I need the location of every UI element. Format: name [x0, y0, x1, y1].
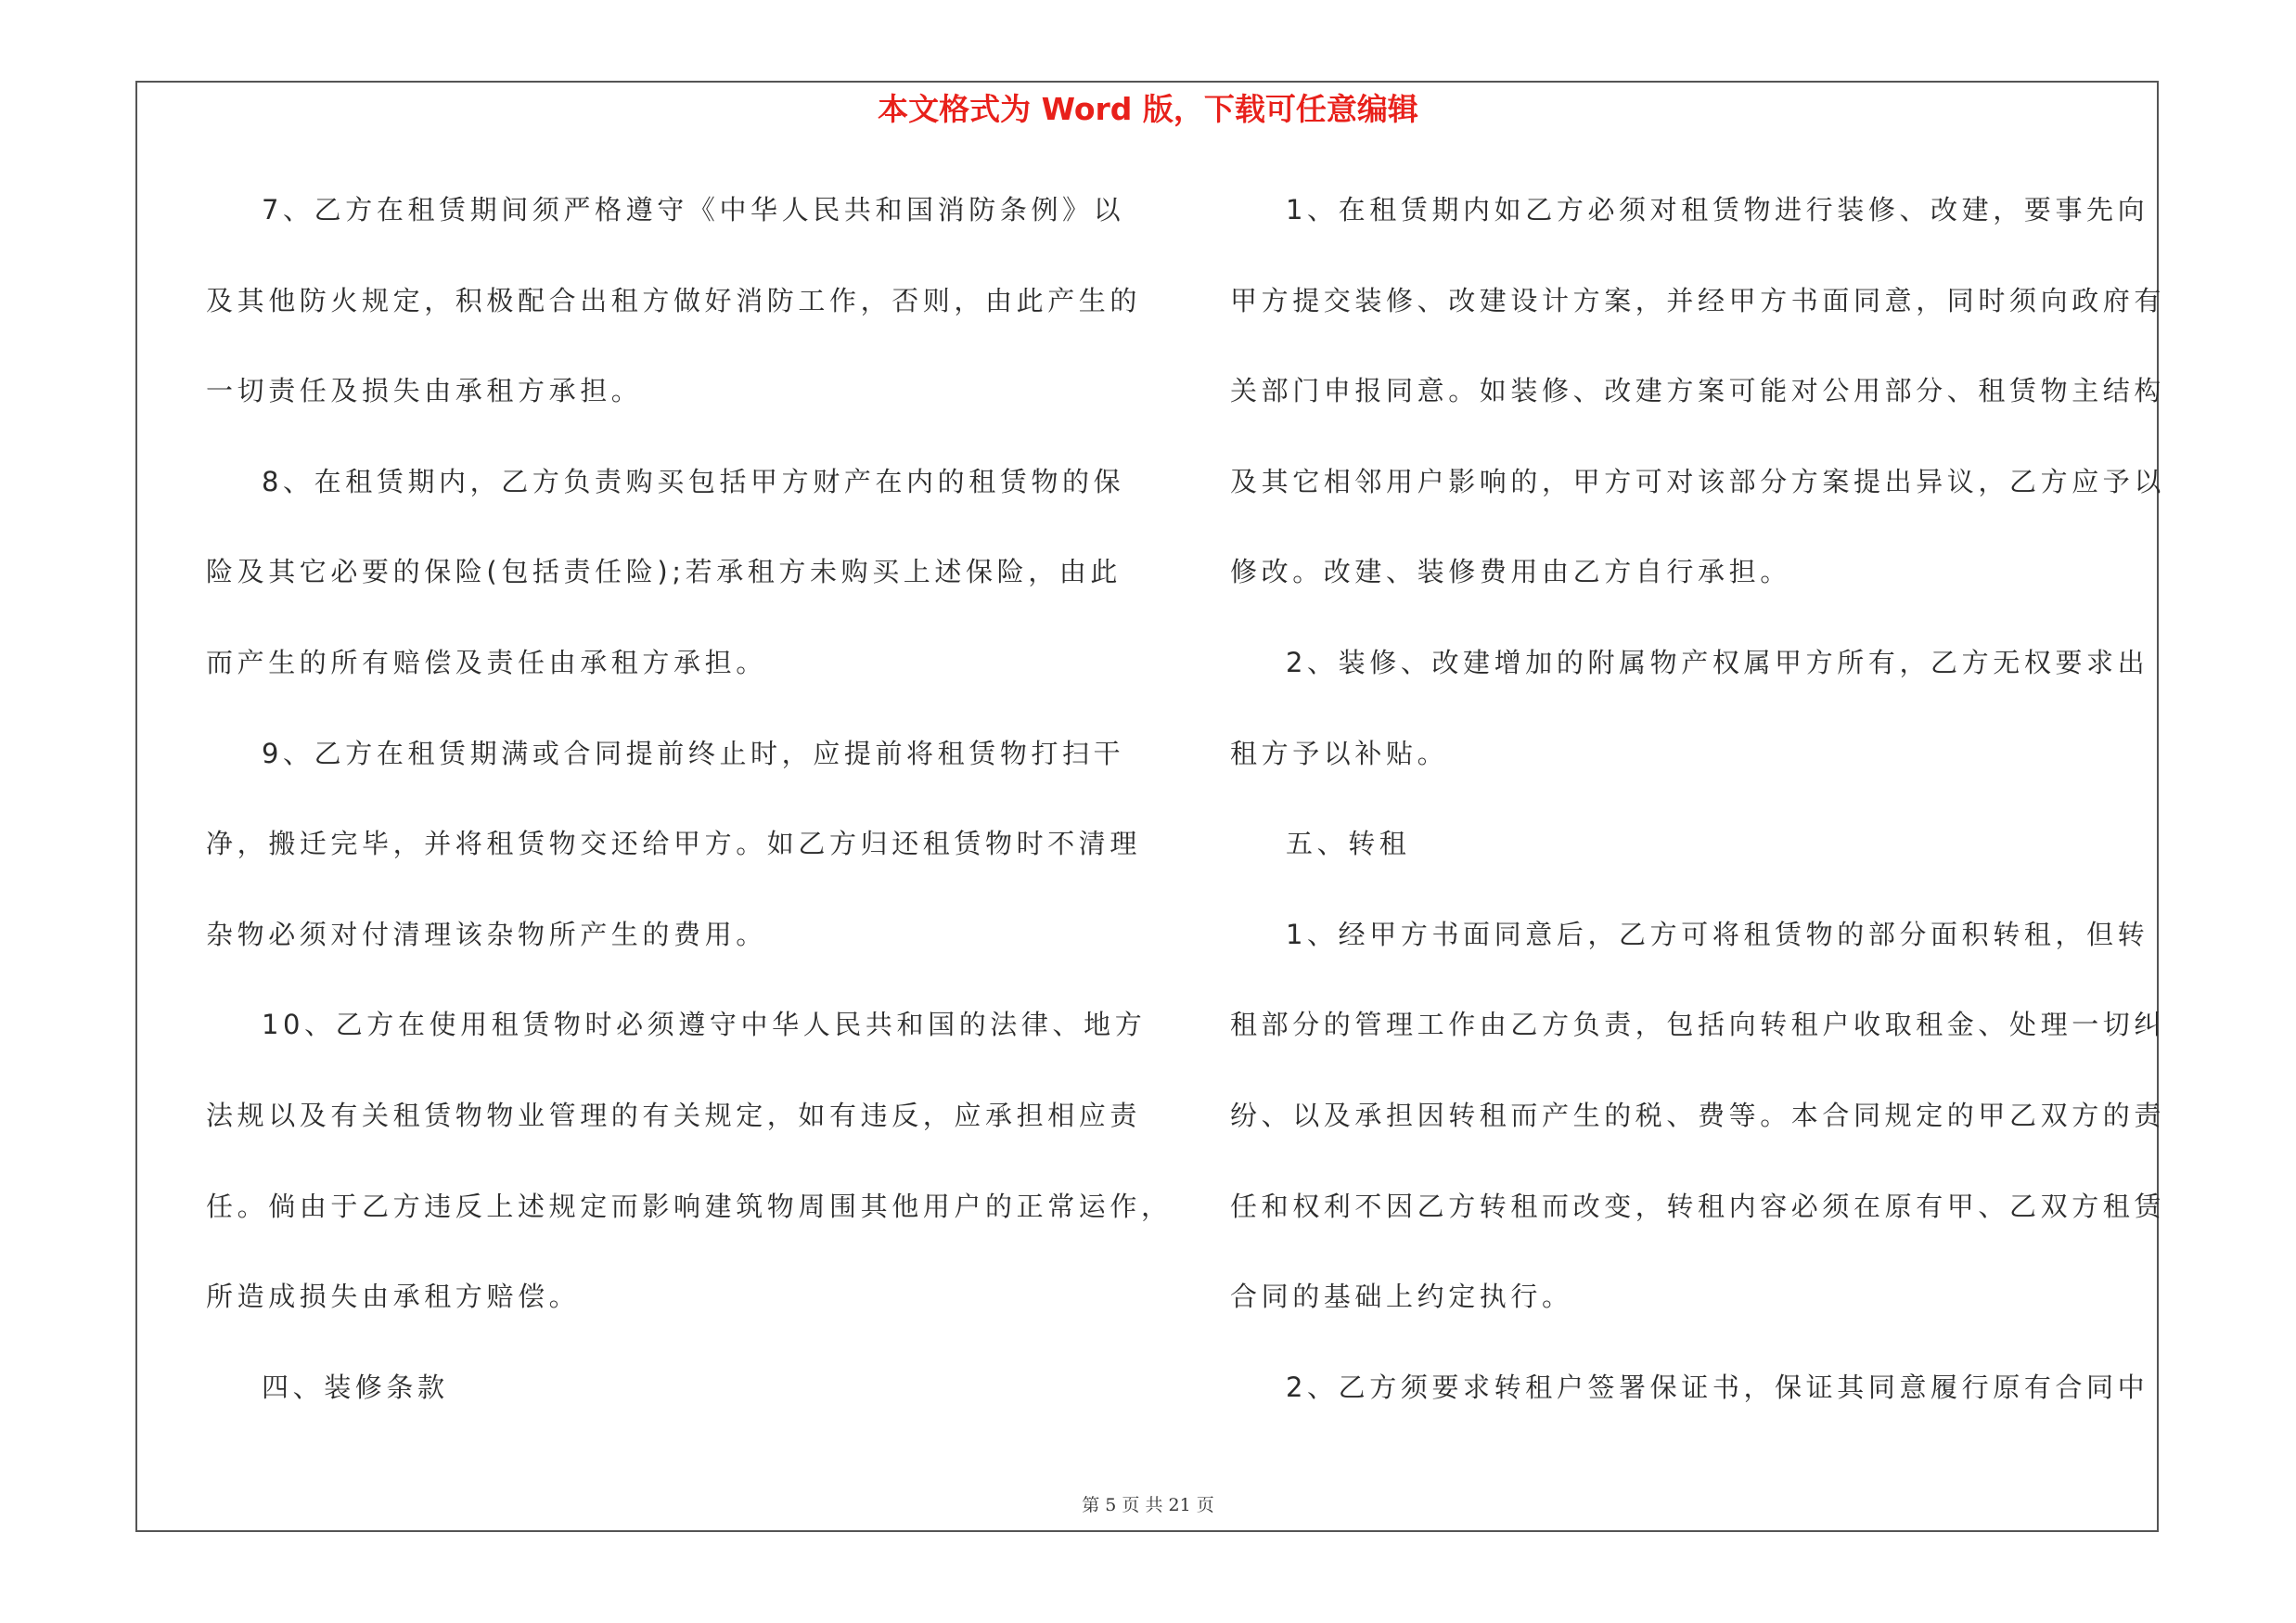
section-heading: 四、装修条款 — [262, 1371, 449, 1403]
paragraph-line: 租方予以补贴。 — [1230, 737, 1449, 769]
paragraph-line: 2、装修、改建增加的附属物产权属甲方所有，乙方无权要求出 — [1286, 646, 2149, 678]
paragraph-line: 7、乙方在租赁期间须严格遵守《中华人民共和国消防条例》以 — [262, 194, 1125, 225]
paragraph-line: 纷、以及承担因转租而产生的税、费等。本合同规定的甲乙双方的责 — [1230, 1099, 2166, 1131]
paragraph-line: 杂物必须对付清理该杂物所产生的费用。 — [206, 918, 767, 950]
paragraph-line: 10、乙方在使用租赁物时必须遵守中华人民共和国的法律、地方 — [262, 1009, 1147, 1041]
paragraph-line: 所造成损失由承租方赔偿。 — [206, 1281, 581, 1313]
paragraph-line: 法规以及有关租赁物物业管理的有关规定，如有违反，应承担相应责 — [206, 1099, 1142, 1131]
paragraph-line: 及其它相邻用户影响的，甲方可对该部分方案提出异议，乙方应予以 — [1230, 465, 2166, 497]
paragraph-line: 1、在租赁期内如乙方必须对租赁物进行装修、改建，要事先向 — [1286, 194, 2149, 225]
paragraph-line: 任和权利不因乙方转租而改变，转租内容必须在原有甲、乙双方租赁 — [1230, 1190, 2166, 1222]
paragraph-line: 任。倘由于乙方违反上述规定而影响建筑物周围其他用户的正常运作， — [206, 1190, 1173, 1222]
paragraph-line: 险及其它必要的保险(包括责任险);若承租方未购买上述保险，由此 — [206, 556, 1122, 588]
left-text-column — [206, 182, 1173, 1449]
paragraph-line: 一切责任及损失由承租方承担。 — [206, 375, 643, 407]
format-notice-banner: 本文格式为 Word 版，下载可任意编辑 — [878, 91, 1418, 127]
section-heading: 五、转租 — [1286, 828, 1411, 860]
paragraph-line: 合同的基础上约定执行。 — [1230, 1281, 1573, 1313]
paragraph-line: 租部分的管理工作由乙方负责，包括向转租户收取租金、处理一切纠 — [1230, 1009, 2166, 1041]
paragraph-line: 甲方提交装修、改建设计方案，并经甲方书面同意，同时须向政府有 — [1230, 284, 2166, 316]
paragraph-line: 而产生的所有赔偿及责任由承租方承担。 — [206, 646, 767, 678]
paragraph-line: 8、在租赁期内，乙方负责购买包括甲方财产在内的租赁物的保 — [262, 465, 1125, 497]
paragraph-line: 关部门申报同意。如装修、改建方案可能对公用部分、租赁物主结构 — [1230, 375, 2166, 407]
paragraph-line: 及其他防火规定，积极配合出租方做好消防工作，否则，由此产生的 — [206, 284, 1142, 316]
paragraph-line: 净，搬迁完毕，并将租赁物交还给甲方。如乙方归还租赁物时不清理 — [206, 828, 1142, 860]
paragraph-line: 1、经甲方书面同意后，乙方可将租赁物的部分面积转租，但转 — [1286, 918, 2149, 950]
page-number-footer: 第 5 页 共 21 页 — [1082, 1495, 1214, 1515]
paragraph-line: 2、乙方须要求转租户签署保证书，保证其同意履行原有合同中 — [1286, 1371, 2149, 1403]
paragraph-line: 9、乙方在租赁期满或合同提前终止时，应提前将租赁物打扫干 — [262, 737, 1125, 769]
right-text-column — [1230, 182, 2166, 1449]
paragraph-line: 修改。改建、装修费用由乙方自行承担。 — [1230, 556, 1791, 588]
